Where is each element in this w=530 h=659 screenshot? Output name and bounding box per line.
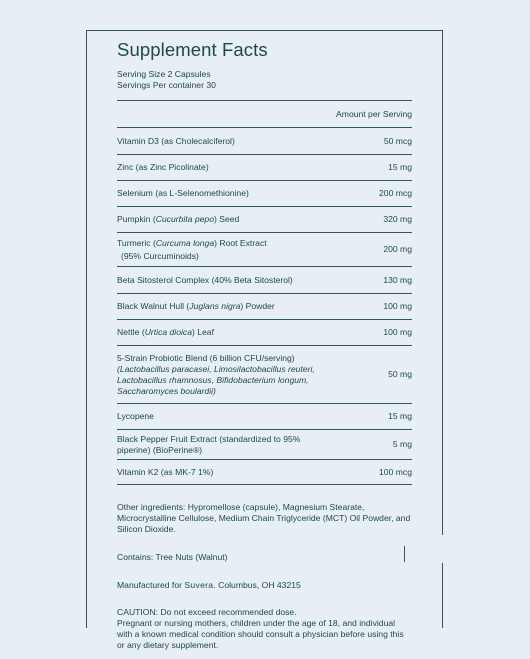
ingredient-text: Selenium (as L-Selenomethionine) (117, 188, 249, 198)
ingredient-name (117, 214, 383, 225)
table-row (117, 154, 412, 180)
brand-logo: Suvera (184, 580, 214, 590)
caution: CAUTION: Do not exceed recommended dose. (117, 607, 297, 617)
ingredient-text: Turmeric ( (117, 237, 156, 248)
ingredient-text: ) Leaf (192, 327, 214, 337)
footer (117, 502, 412, 651)
ingredient-text: ) Root Extract (214, 237, 267, 248)
ingredient-amount: 50 mg (388, 369, 412, 379)
allergen-statement: Contains: Tree Nuts (Walnut) (117, 552, 228, 562)
ingredient-amount: 320 mg (383, 214, 412, 224)
ingredient-text: Zinc (as Zinc Picolinate) (117, 162, 209, 172)
ingredient-name (117, 353, 342, 397)
ingredient-text: ) Seed (213, 214, 240, 224)
table-row (117, 206, 412, 232)
ingredient-text: Pumpkin ( (117, 214, 156, 224)
ingredient-name (117, 238, 383, 262)
ingredient-text: 5-Strain Probiotic Blend (6 billion CFU/serving) (117, 352, 295, 363)
ingredient-amount: 200 mcg (379, 188, 412, 198)
ingredient-amount: 100 mg (383, 327, 412, 337)
table-row (117, 403, 412, 429)
botanical-name: Cucurbita pepo (155, 214, 214, 224)
manufacturer (117, 580, 412, 591)
ingredient-text: Black Pepper Fruit Extract (standardized to 95% piperine) (BioPerine®) (117, 433, 301, 455)
servings-per-container: Servings Per container 30 (117, 80, 216, 90)
manufactured-prefix: Manufactured for (117, 580, 182, 590)
ingredient-name (117, 275, 383, 286)
ingredient-amount: 130 mg (383, 274, 412, 285)
ingredient-text: ) Powder (240, 301, 275, 311)
manufacturer-address: . Columbus, OH 43215 (213, 580, 301, 590)
probiotic-strains: (Lactobacillus paracasei, Limosilactobacillus reuteri, Lactobacillus rhamnosus, Bifidobacterium longum, Saccharomyces boulardii) (117, 363, 315, 396)
ingredient-name (117, 188, 379, 199)
table-row (117, 180, 412, 206)
table-row (117, 293, 412, 319)
ingredient-amount: 50 mcg (383, 135, 412, 146)
ingredient-name (117, 136, 384, 147)
table-row (117, 345, 412, 403)
botanical-name: Curcuma longa (155, 237, 215, 248)
ingredient-amount: 100 mcg (379, 466, 412, 477)
table-row (117, 232, 412, 266)
serving-info (117, 69, 412, 91)
supplement-facts-panel (117, 36, 412, 651)
ingredient-table (117, 127, 412, 485)
amount-header: Amount per Serving (336, 109, 412, 119)
table-row (117, 127, 412, 154)
serving-size: Serving Size 2 Capsules (117, 69, 211, 79)
ingredient-amount: 200 mg (383, 244, 412, 254)
table-row (117, 459, 412, 485)
ingredient-text: Nettle ( (117, 327, 145, 337)
ingredient-text: Lycopene (117, 411, 154, 421)
ingredient-amount: 15 mg (388, 411, 412, 421)
botanical-name: Juglans nigra (189, 301, 241, 311)
ingredient-name (117, 467, 379, 478)
warning: Pregnant or nursing mothers, children under the age of 18, and individual with a known medical condition should consult a physician before using this or any dietary supplement. (117, 618, 404, 650)
ingredient-standardization: (95% Curcuminoids) (121, 250, 199, 261)
ingredient-name (117, 411, 388, 422)
ingredient-amount: 15 mg (388, 162, 412, 172)
ingredient-text: Beta Sitosterol Complex (40% Beta Sitosterol) (117, 274, 293, 285)
ingredient-name (117, 162, 388, 173)
ingredient-name (117, 301, 383, 312)
table-row (117, 429, 412, 459)
ingredient-text: Black Walnut Hull ( (117, 301, 190, 311)
ingredient-amount: 5 mg (392, 439, 412, 449)
ingredient-name (117, 327, 383, 338)
ingredient-text: Vitamin D3 (as Cholecalciferol) (117, 135, 235, 146)
botanical-name: Urtica dioica (144, 327, 192, 337)
page-title: Supplement Facts (117, 39, 268, 60)
ingredient-amount: 100 mg (383, 301, 412, 311)
ingredient-name (117, 434, 332, 456)
table-row (117, 266, 412, 293)
ingredient-text: Vitamin K2 (as MK-7 1%) (117, 466, 214, 477)
other-ingredients: Other ingredients: Hypromellose (capsule), Magnesium Stearate, Microcrystalline Cellulose, Medium Chain Triglyceride (MCT) Oil Powder, and Silicon Dioxide. (117, 502, 411, 534)
table-row (117, 319, 412, 345)
